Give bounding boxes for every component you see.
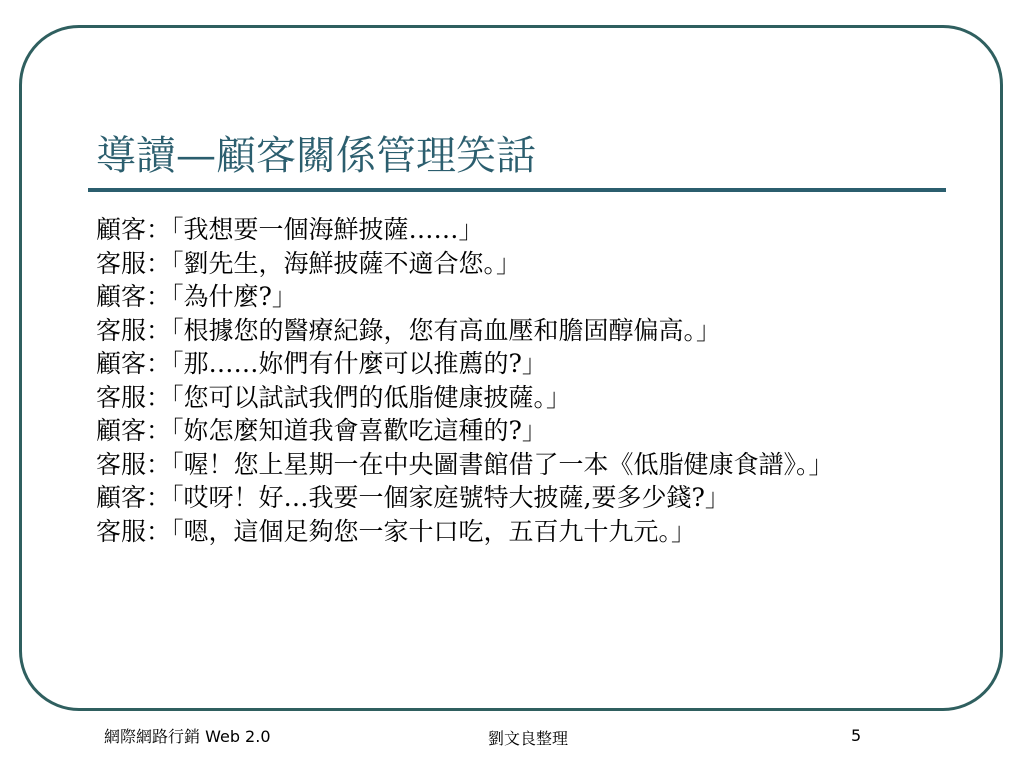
title-divider <box>88 188 946 192</box>
dialogue-line: 客服：「嗯，這個足夠您一家十口吃，五百九十九元。」 <box>96 516 697 546</box>
dialogue-line: 顧客：「我想要一個海鮮披薩……」 <box>96 215 484 244</box>
footer-author: 劉文良整理 <box>488 729 569 748</box>
dialogue-line: 顧客：「妳怎麼知道我會喜歡吃這種的?」 <box>96 416 547 445</box>
dialogue-line: 客服：「劉先生，海鮮披薩不適合您。」 <box>96 248 522 278</box>
footer-page-number: 5 <box>851 726 862 745</box>
footer-course-title: 網際網路行銷 Web 2.0 <box>104 727 271 746</box>
dialogue-line: 顧客：「那……妳們有什麼可以推薦的?」 <box>96 349 547 378</box>
dialogue-line: 顧客：「哎呀！好…我要一個家庭號特大披薩,要多少錢?」 <box>96 483 730 512</box>
dialogue-line: 客服：「根據您的醫療紀錄，您有高血壓和膽固醇偏高。」 <box>96 315 722 345</box>
dialogue-list <box>96 214 926 549</box>
dialogue-line: 顧客：「為什麼?」 <box>96 282 297 311</box>
dialogue-line: 客服：「喔！您上星期一在中央圖書館借了一本《低脂健康食譜》。」 <box>96 449 834 479</box>
dialogue-line: 客服：「您可以試試我們的低脂健康披薩。」 <box>96 382 572 412</box>
slide-title: 導讀—顧客關係管理笑話 <box>96 133 536 179</box>
